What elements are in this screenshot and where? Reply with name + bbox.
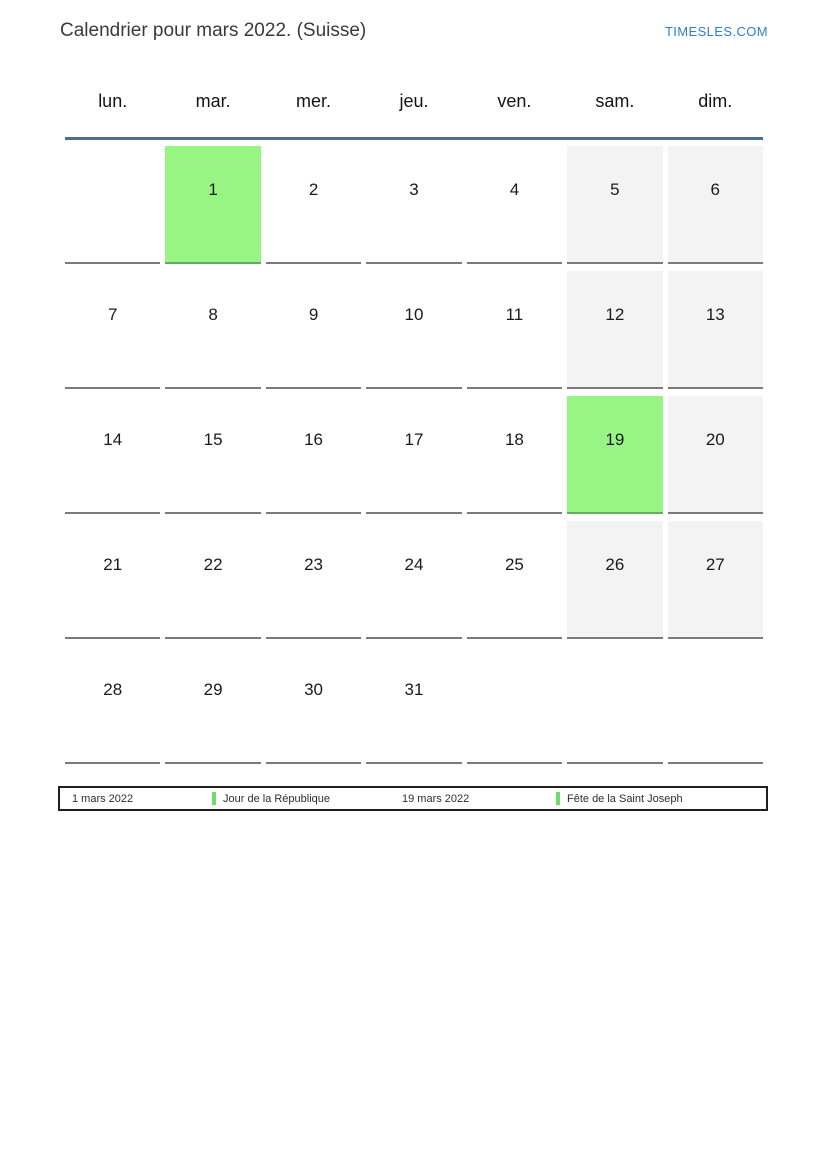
day-cell-1 [165, 146, 260, 264]
holiday-marker-icon [556, 792, 560, 805]
day-number: 3 [409, 180, 419, 199]
day-number: 4 [509, 180, 520, 199]
weekday-label-sun: dim. [698, 91, 733, 111]
day-cell-14 [65, 396, 160, 514]
day-number: 23 [304, 555, 324, 574]
day-number: 20 [705, 430, 725, 449]
day-cell-6 [668, 146, 763, 264]
day-number: 25 [504, 555, 524, 574]
day-cell-23 [266, 521, 361, 639]
legend-name-1: Jour de la République [223, 792, 331, 805]
day-cell-10 [366, 271, 461, 389]
day-cell-empty [65, 146, 160, 264]
day-number: 8 [208, 305, 218, 324]
day-cell-18 [467, 396, 562, 514]
day-number: 29 [203, 680, 223, 699]
day-number: 28 [103, 680, 123, 699]
day-number: 22 [203, 555, 223, 574]
day-number: 16 [304, 430, 324, 449]
day-cell-19 [567, 396, 662, 514]
day-number: 1 [208, 180, 218, 199]
day-number: 19 [605, 430, 625, 449]
legend-entry-2 [556, 792, 766, 805]
legend-entry-1 [212, 792, 402, 805]
legend-date-1: 1 mars 2022 [72, 792, 134, 805]
day-cell-26 [567, 521, 662, 639]
day-cell-31 [366, 646, 461, 764]
day-number: 14 [103, 430, 123, 449]
weekday-header-row [65, 88, 763, 140]
calendar-grid [65, 146, 763, 764]
day-cell-empty [567, 646, 662, 764]
day-number: 27 [705, 555, 725, 574]
day-cell-2 [266, 146, 361, 264]
weekday-label-wed: mer. [296, 91, 332, 111]
weekday-label-fri: ven. [497, 91, 532, 111]
day-cell-28 [65, 646, 160, 764]
day-cell-16 [266, 396, 361, 514]
day-cell-30 [266, 646, 361, 764]
day-cell-empty [668, 646, 763, 764]
day-number: 30 [304, 680, 324, 699]
day-number: 15 [203, 430, 223, 449]
weekday-label-mon: lun. [98, 91, 128, 111]
calendar [65, 88, 763, 764]
day-number: 10 [404, 305, 424, 324]
weekday-label-thu: jeu. [399, 91, 429, 111]
day-number: 13 [705, 305, 725, 324]
site-link[interactable]: TIMESLES.COM [664, 24, 768, 39]
day-cell-20 [668, 396, 763, 514]
day-number: 12 [605, 305, 625, 324]
day-number: 2 [308, 180, 319, 199]
weekday-label-sat: sam. [595, 91, 635, 111]
legend-name-2: Fête de la Saint Joseph [567, 792, 683, 805]
day-cell-15 [165, 396, 260, 514]
holiday-marker-icon [212, 792, 216, 805]
day-number: 9 [308, 305, 319, 324]
day-number: 26 [605, 555, 625, 574]
day-number: 11 [505, 305, 524, 324]
day-number: 7 [107, 305, 118, 324]
day-cell-7 [65, 271, 160, 389]
day-number: 24 [404, 555, 424, 574]
day-cell-4 [467, 146, 562, 264]
day-number: 5 [610, 180, 620, 199]
day-number: 31 [404, 680, 424, 699]
day-number: 6 [710, 180, 721, 199]
day-number: 17 [404, 430, 424, 449]
day-number: 18 [504, 430, 524, 449]
day-cell-11 [467, 271, 562, 389]
day-cell-21 [65, 521, 160, 639]
day-cell-13 [668, 271, 763, 389]
day-cell-27 [668, 521, 763, 639]
day-cell-24 [366, 521, 461, 639]
day-cell-3 [366, 146, 461, 264]
day-cell-29 [165, 646, 260, 764]
day-cell-empty [467, 646, 562, 764]
page-title: Calendrier pour mars 2022. (Suisse) [60, 20, 367, 41]
day-cell-22 [165, 521, 260, 639]
day-cell-8 [165, 271, 260, 389]
day-number: 21 [103, 555, 123, 574]
day-cell-9 [266, 271, 361, 389]
day-cell-5 [567, 146, 662, 264]
day-cell-25 [467, 521, 562, 639]
day-cell-12 [567, 271, 662, 389]
day-cell-17 [366, 396, 461, 514]
holiday-legend [58, 786, 768, 811]
weekday-label-tue: mar. [195, 91, 231, 111]
legend-date-2: 19 mars 2022 [402, 792, 470, 805]
